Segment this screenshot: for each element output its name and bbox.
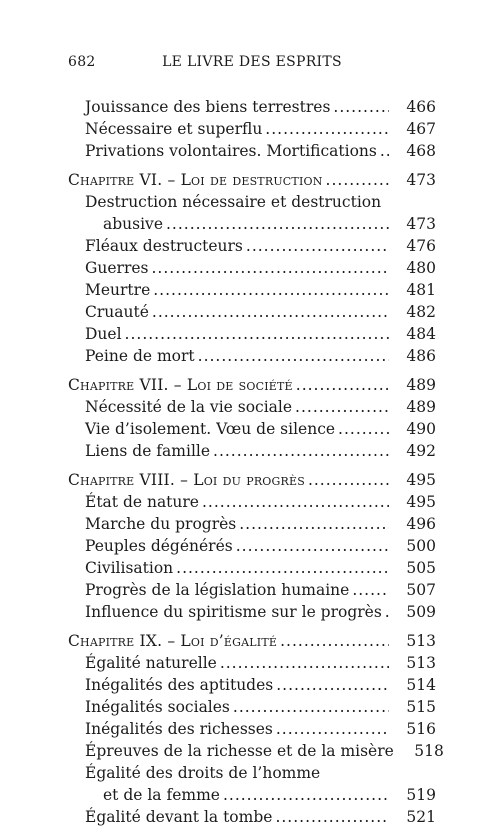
toc-section xyxy=(68,469,436,623)
toc-entry-title: Égalité devant la tombe xyxy=(85,808,273,826)
toc-entry-title: Peuples dégénérés xyxy=(85,537,233,555)
toc-entry-title: Jouissance des biens terrestres xyxy=(85,98,331,116)
toc-section xyxy=(68,96,436,162)
table-of-contents xyxy=(68,96,444,835)
toc-entry xyxy=(68,696,436,718)
toc-entry xyxy=(68,601,436,623)
toc-entry-page: 515 xyxy=(406,698,436,716)
toc-entry xyxy=(68,674,436,696)
toc-entry xyxy=(68,806,436,828)
toc-entry-title: Égalité des droits de l’homme xyxy=(85,764,321,782)
toc-entry-continuation-page: 473 xyxy=(406,215,436,233)
toc-entry-continuation-page: 519 xyxy=(406,786,436,804)
dot-leader xyxy=(333,96,389,118)
toc-entry-title: Cruauté xyxy=(85,303,149,321)
toc-entry-page: 514 xyxy=(406,676,436,694)
toc-entry-page: 486 xyxy=(406,347,436,365)
chapter-heading-page: 473 xyxy=(406,171,436,189)
toc-entry-continuation-title: et de la femme xyxy=(103,786,220,804)
chapter-heading-page: 489 xyxy=(406,376,436,394)
toc-entry-page: 505 xyxy=(406,559,436,577)
toc-entry xyxy=(68,96,436,118)
toc-entry xyxy=(68,396,436,418)
toc-entry-title: Liens de famille xyxy=(85,442,211,460)
toc-entry xyxy=(68,140,436,162)
dot-leader xyxy=(233,696,389,718)
toc-entry xyxy=(68,191,436,213)
running-title: LE LIVRE DES ESPRITS xyxy=(162,54,342,70)
chapter-heading-title: Chapitre VII. – Loi de société xyxy=(68,376,293,394)
toc-entry-continuation xyxy=(68,784,436,806)
dot-leader xyxy=(152,301,389,323)
toc-entry-page: 513 xyxy=(406,654,436,672)
toc-entry-page: 507 xyxy=(406,581,436,599)
toc-entry-page: 468 xyxy=(406,142,436,160)
dot-leader xyxy=(125,323,389,345)
dot-leader xyxy=(385,601,389,623)
toc-entry xyxy=(68,440,436,462)
toc-entry xyxy=(68,513,436,535)
toc-entry-title: Vie d’isolement. Vœu de silence xyxy=(85,420,336,438)
toc-section xyxy=(68,169,436,367)
toc-entry-page: 495 xyxy=(406,493,436,511)
chapter-heading-page: 495 xyxy=(406,471,436,489)
toc-entry xyxy=(68,345,436,367)
toc-entry-page: 496 xyxy=(406,515,436,533)
toc-entry xyxy=(68,579,436,601)
dot-leader xyxy=(213,440,389,462)
toc-entry-page: 467 xyxy=(406,120,436,138)
toc-entry-title: Marche du progrès xyxy=(85,515,237,533)
toc-entry xyxy=(68,235,436,257)
chapter-heading-page: 513 xyxy=(406,632,436,650)
dot-leader xyxy=(176,557,389,579)
toc-entry-title: Inégalités des richesses xyxy=(85,720,273,738)
toc-entry-page: 500 xyxy=(406,537,436,555)
dot-leader xyxy=(166,213,389,235)
toc-entry-continuation xyxy=(68,213,436,235)
toc-entry-title: Épreuves de la richesse et de la misère xyxy=(85,742,394,760)
toc-entry-page: 482 xyxy=(406,303,436,321)
dot-leader xyxy=(296,374,389,396)
toc-entry xyxy=(68,762,436,784)
toc-entry-title: Destruction nécessaire et destruction xyxy=(85,193,382,211)
toc-entry-page: 492 xyxy=(406,442,436,460)
dot-leader xyxy=(338,418,389,440)
dot-leader xyxy=(380,140,389,162)
toc-entry-page: 516 xyxy=(406,720,436,738)
toc-section xyxy=(68,374,436,462)
dot-leader xyxy=(280,630,389,652)
toc-entry xyxy=(68,418,436,440)
page-number: 682 xyxy=(68,54,96,70)
toc-entry-title: Inégalités sociales xyxy=(85,698,230,716)
dot-leader xyxy=(265,118,389,140)
toc-entry-page: 480 xyxy=(406,259,436,277)
toc-entry-title: Guerres xyxy=(85,259,149,277)
toc-entry xyxy=(68,301,436,323)
chapter-heading xyxy=(68,169,436,191)
toc-entry xyxy=(68,279,436,301)
toc-entry xyxy=(68,257,436,279)
toc-entry-title: Égalité naturelle xyxy=(85,654,217,672)
chapter-heading-title: Chapitre VIII. – Loi du progrès xyxy=(68,471,305,489)
chapter-heading xyxy=(68,374,436,396)
toc-entry-page: 484 xyxy=(406,325,436,343)
chapter-heading-title: Chapitre IX. – Loi d’égalité xyxy=(68,632,278,650)
toc-entry-continuation-title: abusive xyxy=(103,215,163,233)
dot-leader xyxy=(153,279,389,301)
toc-entry xyxy=(68,491,436,513)
toc-entry xyxy=(68,323,436,345)
dot-leader xyxy=(151,257,389,279)
toc-entry-title: Civilisation xyxy=(85,559,174,577)
toc-entry-title: Meurtre xyxy=(85,281,151,299)
dot-leader xyxy=(239,513,389,535)
dot-leader xyxy=(198,345,389,367)
toc-entry-page: 521 xyxy=(406,808,436,826)
toc-entry-page: 509 xyxy=(406,603,436,621)
dot-leader xyxy=(326,169,389,191)
toc-entry-page: 489 xyxy=(406,398,436,416)
toc-entry xyxy=(68,535,436,557)
toc-entry-title: Inégalités des aptitudes xyxy=(85,676,274,694)
toc-entry-title: Fléaux destructeurs xyxy=(85,237,243,255)
dot-leader xyxy=(246,235,389,257)
toc-entry-title: Progrès de la législation humaine xyxy=(85,581,350,599)
dot-leader xyxy=(295,396,389,418)
toc-entry xyxy=(68,740,444,762)
toc-entry xyxy=(68,557,436,579)
toc-section xyxy=(68,630,444,828)
dot-leader xyxy=(236,535,389,557)
dot-leader xyxy=(276,718,389,740)
toc-entry-title: Nécessaire et superflu xyxy=(85,120,263,138)
chapter-heading xyxy=(68,469,436,491)
dot-leader xyxy=(352,579,389,601)
toc-entry-page: 476 xyxy=(406,237,436,255)
dot-leader xyxy=(308,469,389,491)
toc-entry-title: Privations volontaires. Mortifications xyxy=(85,142,377,160)
toc-entry-title: Influence du spiritisme sur le progrès xyxy=(85,603,382,621)
dot-leader xyxy=(220,652,389,674)
dot-leader xyxy=(276,674,389,696)
toc-entry xyxy=(68,718,436,740)
toc-entry-title: Duel xyxy=(85,325,122,343)
toc-entry-page: 518 xyxy=(414,742,444,760)
dot-leader xyxy=(275,806,389,828)
dot-leader xyxy=(223,784,389,806)
toc-entry xyxy=(68,652,436,674)
toc-entry xyxy=(68,118,436,140)
toc-entry-page: 481 xyxy=(406,281,436,299)
dot-leader xyxy=(202,491,389,513)
chapter-heading-title: Chapitre VI. – Loi de destruction xyxy=(68,171,323,189)
toc-entry-title: Peine de mort xyxy=(85,347,195,365)
toc-entry-page: 490 xyxy=(406,420,436,438)
toc-entry-page: 466 xyxy=(406,98,436,116)
toc-entry-title: État de nature xyxy=(85,493,199,511)
chapter-heading xyxy=(68,630,436,652)
toc-entry-title: Nécessité de la vie sociale xyxy=(85,398,293,416)
